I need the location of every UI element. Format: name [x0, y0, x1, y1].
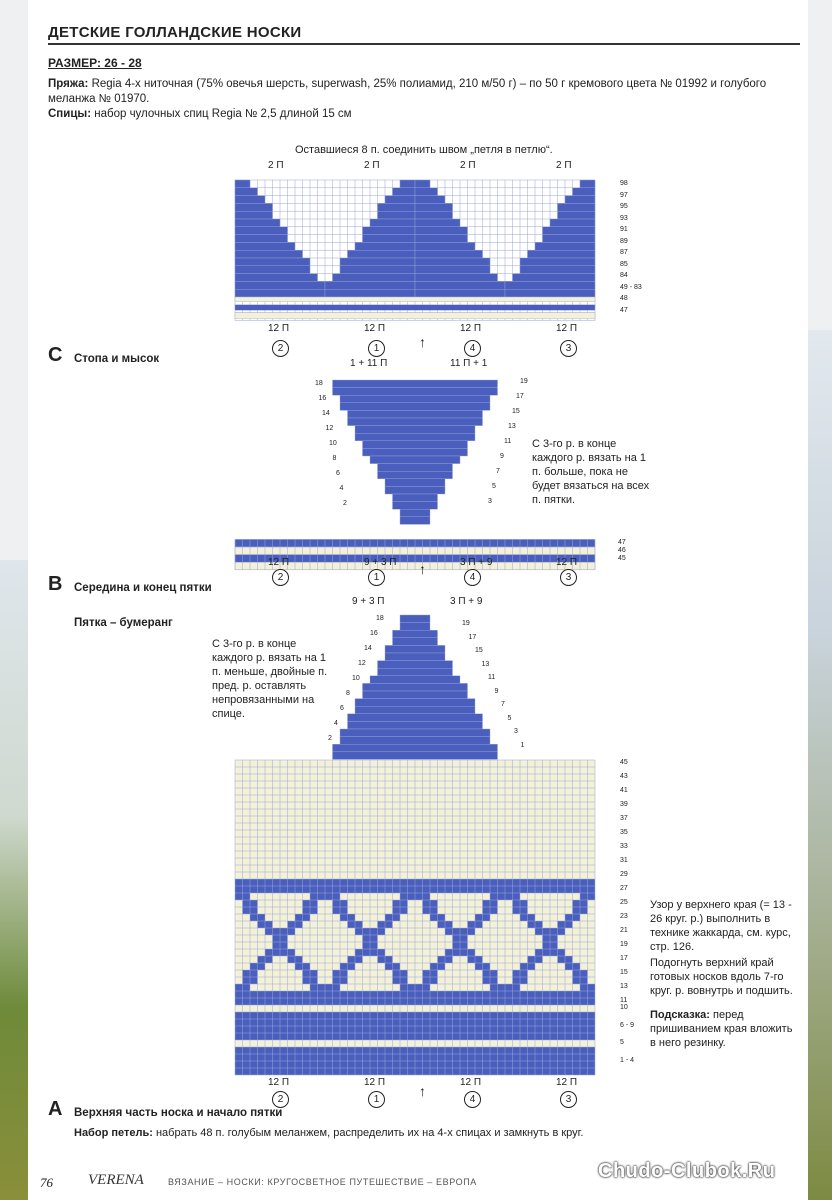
- top-stitch-label: 9 + 3 П: [352, 596, 385, 607]
- heel-note: С 3-го р. в конце каждого р. вязать на 1 п. меньше, двойные п. пред. р. оставлять непровязанными на спице.: [212, 638, 328, 720]
- heel-stitch-block: [355, 706, 475, 714]
- toe-stitch-block: [235, 211, 273, 219]
- heel-stitch-block: [400, 517, 430, 525]
- toe-caption: Оставшиеся 8 п. соединить швом „петля в петлю“.: [295, 144, 553, 156]
- row-number-label: 6 - 9: [620, 1021, 635, 1029]
- row-number-label: 27: [620, 885, 628, 892]
- left-row-number: 8: [346, 690, 350, 697]
- jacquard-note: Узор у верхнего края (= 13 - 26 круг. р.) выполнить в технике жаккарда, см. курс, стр. 126.: [650, 899, 792, 953]
- round-start-arrow-icon: ↑: [419, 334, 426, 350]
- toe-stitch-block: [235, 274, 318, 282]
- heel-stitch-block: [385, 486, 445, 494]
- heel-stitch-block: [393, 494, 438, 502]
- right-row-number: 7: [496, 468, 500, 475]
- footer-text: ВЯЗАНИЕ – НОСКИ: КРУГОСВЕТНОЕ ПУТЕШЕСТВИЕ – ЕВРОПА: [168, 1177, 477, 1187]
- page-title: ДЕТСКИЕ ГОЛЛАНДСКИЕ НОСКИ: [48, 24, 302, 41]
- heel-stitch-block: [333, 380, 498, 388]
- left-row-number: 16: [370, 630, 378, 637]
- right-row-number: 15: [512, 408, 520, 415]
- right-row-number: 15: [475, 647, 483, 654]
- toe-stitch-block: [235, 281, 325, 289]
- bottom-stitch-label: 12 П: [268, 557, 290, 568]
- row-number-label: 31: [620, 857, 628, 864]
- toe-stitch-block: [573, 188, 596, 196]
- heel-stitch-block: [340, 403, 490, 411]
- bottom-stitch-label: 12 П: [364, 1077, 386, 1088]
- toe-stitch-block: [415, 180, 430, 188]
- row-number-label: 10: [620, 1004, 628, 1011]
- toe-stitch-block: [543, 227, 596, 235]
- needle-number-circle: 1: [368, 569, 385, 586]
- needle-number-circle: 2: [272, 340, 289, 357]
- row-number-label: 43: [620, 773, 628, 780]
- left-row-number: 18: [376, 615, 384, 622]
- heel-stitch-block: [355, 433, 475, 441]
- toe-stitch-block: [235, 203, 273, 211]
- toe-stitch-block: [235, 242, 295, 250]
- needle-number-circle: 2: [272, 569, 289, 586]
- right-row-number: 17: [516, 393, 524, 400]
- toe-stitch-block: [235, 235, 288, 243]
- needle-number-circle: 3: [560, 1091, 577, 1108]
- heel-stitch-block: [363, 683, 468, 691]
- toe-stitch-block: [325, 289, 415, 297]
- heel-stitch-block: [400, 509, 430, 517]
- heel-stitch-block: [348, 721, 483, 729]
- bottom-stitch-label: 3 П + 9: [460, 557, 493, 568]
- heel-stitch-block: [385, 645, 445, 653]
- row-number-label: 25: [620, 899, 628, 906]
- bottom-stitch-label: 12 П: [460, 1077, 482, 1088]
- right-row-number: 7: [501, 701, 505, 708]
- row-number-label: 5: [620, 1039, 624, 1046]
- heel-stitch-block: [385, 653, 445, 661]
- toe-stitch-block: [363, 227, 416, 235]
- toe-stitch-block: [550, 219, 595, 227]
- toe-stitch-block: [363, 235, 416, 243]
- heel-stitch-block: [340, 729, 490, 737]
- row-number-label: 48: [620, 295, 628, 302]
- bottom-stitch-label: 12 П: [556, 323, 578, 334]
- left-row-number: 2: [328, 735, 332, 742]
- heel-stitch-block: [378, 464, 453, 472]
- needles-text: набор чулочных спиц Regia № 2,5 длиной 15 см: [94, 108, 352, 120]
- heel-stitch-block: [355, 426, 475, 434]
- size-line: [48, 56, 142, 70]
- needle-number-circle: 1: [368, 340, 385, 357]
- round-start-arrow-icon: ↑: [419, 561, 426, 577]
- top-stitch-label: 3 П + 9: [450, 596, 483, 607]
- heel-stitch-block: [363, 691, 468, 699]
- heel-stitch-block: [400, 615, 430, 623]
- heel-stitch-block: [340, 737, 490, 745]
- row-number-label: 33: [620, 843, 628, 850]
- row-number-label: 97: [620, 191, 628, 199]
- toe-stitch-block: [340, 266, 415, 274]
- background-photo-left: [0, 560, 28, 1200]
- toe-stitch-block: [370, 219, 415, 227]
- left-row-number: 18: [315, 380, 323, 387]
- toe-stitch-block: [535, 242, 595, 250]
- row-number-label: 93: [620, 214, 628, 222]
- row-number-label: 46: [618, 547, 626, 555]
- row-number-label: 19: [620, 941, 628, 948]
- row-number-label: 23: [620, 913, 628, 920]
- cast-on-text: набрать 48 п. голубым меланжем, распределить их на 4-х спицах и замкнуть в круг.: [155, 1127, 584, 1139]
- row-number-label: 37: [620, 815, 628, 822]
- toe-stitch-block: [415, 281, 505, 289]
- watermark: Chudo-Clubok.Ru: [598, 1160, 776, 1182]
- toe-stitch-block: [393, 188, 416, 196]
- toe-stitch-block: [528, 250, 596, 258]
- left-row-number: 14: [364, 645, 372, 652]
- size-label: РАЗМЕР: 26 - 28: [48, 56, 142, 70]
- row-number-label: 49 - 83: [620, 283, 642, 291]
- toe-stitch-block: [378, 203, 416, 211]
- heel-stitch-block: [393, 638, 438, 646]
- toe-stitch-block: [235, 219, 280, 227]
- needles-line: [48, 108, 352, 120]
- toe-chart: [230, 155, 640, 355]
- hint-note: [650, 1008, 800, 1050]
- toe-stitch-block: [415, 242, 475, 250]
- heel-stitch-block: [378, 668, 453, 676]
- heel-stitch-block: [385, 479, 445, 487]
- toe-stitch-block: [415, 274, 498, 282]
- right-row-number: 19: [462, 620, 470, 627]
- toe-stitch-block: [415, 258, 490, 266]
- row-number-label: 98: [620, 180, 628, 187]
- toe-stitch-block: [415, 211, 453, 219]
- left-row-number: 6: [336, 470, 340, 477]
- left-row-number: 8: [332, 455, 337, 462]
- yarn-line: [48, 77, 788, 107]
- bottom-stitch-label: 12 П: [556, 1077, 578, 1088]
- needle-number-circle: 3: [560, 569, 577, 586]
- row-number-label: 17: [620, 955, 628, 962]
- heel-chart: [230, 590, 640, 760]
- row-number-label: 85: [620, 260, 628, 268]
- heel-stitch-block: [348, 714, 483, 722]
- toe-stitch-block: [385, 196, 415, 204]
- heel-stitch-block: [378, 471, 453, 479]
- top-stitch-label: 1 + 11 П: [350, 358, 388, 369]
- row-number-label: 41: [620, 787, 628, 794]
- heel-stitch-block: [333, 388, 498, 396]
- toe-stitch-block: [565, 196, 595, 204]
- toe-stitch-block: [235, 289, 325, 297]
- left-row-number: 16: [318, 395, 327, 402]
- title-divider: [48, 43, 800, 45]
- bottom-stitch-label: 12 П: [364, 323, 386, 334]
- row-number-label: 13: [620, 983, 628, 990]
- foot-note: С 3-го р. в конце каждого р. вязать на 1 п. больше, пока не будет вязаться на всех п. пятки.: [532, 438, 650, 506]
- heel-stitch-block: [393, 630, 438, 638]
- heel-stitch-block: [348, 410, 483, 418]
- row-number-label: 35: [620, 829, 628, 836]
- top-stitch-label: 2 П: [556, 160, 572, 171]
- heel-stitch-block: [348, 418, 483, 426]
- right-row-number: 5: [492, 483, 496, 490]
- row-number-label: 45: [620, 759, 628, 766]
- row-number-label: 87: [620, 249, 628, 256]
- left-row-number: 12: [325, 425, 334, 432]
- left-row-number: 4: [339, 485, 344, 492]
- toe-stitch-block: [235, 227, 288, 235]
- heel-stitch-block: [363, 448, 468, 456]
- row-number-label: 21: [620, 927, 628, 934]
- toe-stitch-block: [235, 250, 303, 258]
- toe-stitch-block: [415, 196, 445, 204]
- toe-stitch-block: [415, 203, 453, 211]
- row-number-label: 84: [620, 272, 628, 279]
- left-row-number: 4: [334, 720, 338, 727]
- section-b-letter: B: [48, 573, 63, 595]
- right-row-number: 9: [500, 453, 504, 460]
- needle-number-circle: 4: [464, 340, 481, 357]
- toe-stitch-block: [415, 188, 438, 196]
- heel-stitch-block: [333, 744, 498, 752]
- cream-band: [235, 297, 595, 302]
- right-row-number: 3: [514, 728, 518, 735]
- top-stitch-label: 2 П: [268, 160, 284, 171]
- bottom-stitch-label: 12 П: [460, 323, 482, 334]
- row-number-label: 1 - 4: [620, 1056, 635, 1064]
- left-row-number: 2: [343, 500, 347, 507]
- blue-band: [235, 305, 595, 310]
- toe-stitch-block: [325, 281, 415, 289]
- section-c-letter: C: [48, 344, 63, 366]
- hint-label: Подсказка:: [650, 1009, 710, 1021]
- bottom-stitch-label: 12 П: [268, 1077, 290, 1088]
- top-stitch-label: 2 П: [364, 160, 380, 171]
- row-number-label: 89: [620, 237, 628, 245]
- toe-stitch-block: [505, 281, 595, 289]
- row-number-label: 91: [620, 226, 628, 233]
- cast-on-line: [74, 1126, 674, 1140]
- heel-stitch-block: [355, 699, 475, 707]
- left-row-number: 6: [340, 705, 344, 712]
- cream-band: [235, 313, 595, 319]
- toe-stitch-block: [580, 180, 595, 188]
- section-c-title: Стопа и мысок: [74, 353, 160, 365]
- bottom-stitch-label: 9 + 3 П: [364, 557, 397, 568]
- right-row-number: 3: [488, 498, 492, 505]
- top-stitch-label: 11 П + 1: [450, 358, 488, 369]
- section-a-letter: A: [48, 1098, 63, 1120]
- needles-label: Спицы:: [48, 108, 92, 120]
- bottom-stitch-label: 12 П: [556, 557, 578, 568]
- toe-stitch-block: [415, 235, 468, 243]
- toe-stitch-block: [235, 258, 310, 266]
- leg-chart: [230, 755, 640, 1085]
- heel-stitch-block: [393, 502, 438, 510]
- toe-stitch-block: [235, 188, 258, 196]
- row-number-label: 39: [620, 801, 628, 808]
- magazine-brand: VERENA: [88, 1172, 144, 1188]
- row-number-label: 29: [620, 871, 628, 878]
- toe-stitch-block: [415, 250, 483, 258]
- heel-stitch-block: [370, 456, 460, 464]
- cast-on-label: Набор петель:: [74, 1127, 153, 1139]
- round-start-arrow-icon: ↑: [419, 1083, 426, 1099]
- row-number-label: 47: [620, 306, 628, 314]
- right-row-number: 17: [468, 633, 477, 641]
- toe-stitch-block: [333, 274, 416, 282]
- toe-stitch-block: [235, 180, 250, 188]
- toe-stitch-block: [558, 211, 596, 219]
- right-row-number: 5: [507, 714, 512, 722]
- toe-stitch-block: [513, 274, 596, 282]
- section-b-title: Середина и конец пятки: [74, 582, 212, 594]
- needle-number-circle: 1: [368, 1091, 385, 1108]
- toe-stitch-block: [558, 203, 596, 211]
- heel-stitch-block: [363, 441, 468, 449]
- needle-number-circle: 4: [464, 1091, 481, 1108]
- toe-stitch-block: [543, 235, 596, 243]
- section-b-subtitle: Пятка – бумеранг: [74, 617, 173, 629]
- right-row-number: 11: [488, 674, 496, 681]
- needle-number-circle: 2: [272, 1091, 289, 1108]
- left-row-number: 14: [322, 410, 330, 417]
- heel-stitch-block: [370, 676, 460, 684]
- right-row-number: 13: [481, 660, 490, 668]
- toe-stitch-block: [505, 289, 595, 297]
- toe-stitch-block: [415, 266, 490, 274]
- yarn-label: Пряжа:: [48, 78, 89, 90]
- row-number-label: 95: [620, 203, 628, 210]
- right-row-number: 19: [520, 378, 528, 385]
- toe-stitch-block: [400, 180, 415, 188]
- toe-stitch-block: [415, 289, 505, 297]
- bottom-stitch-label: 12 П: [268, 323, 290, 334]
- heel-stitch-block: [340, 395, 490, 403]
- toe-stitch-block: [415, 227, 468, 235]
- toe-stitch-block: [348, 250, 416, 258]
- toe-stitch-block: [520, 266, 595, 274]
- toe-stitch-block: [235, 266, 310, 274]
- yarn-text: Regia 4-х ниточная (75% овечья шерсть, superwash, 25% полиамид, 210 м/50 г) – по 50 г кремового цвета № 01992 и голубого меланжа № 01970.: [48, 78, 767, 105]
- needle-number-circle: 3: [560, 340, 577, 357]
- toe-stitch-block: [340, 258, 415, 266]
- row-number-label: 45: [618, 555, 626, 563]
- right-row-number: 1: [520, 741, 525, 749]
- row-number-label: 47: [618, 539, 626, 547]
- left-row-number: 10: [329, 440, 337, 447]
- page-number: 76: [40, 1175, 53, 1190]
- toe-stitch-block: [520, 258, 595, 266]
- left-row-number: 10: [352, 675, 360, 682]
- heel-stitch-block: [400, 623, 430, 631]
- right-row-number: 11: [504, 438, 512, 445]
- row-number-label: 11: [620, 997, 628, 1004]
- toe-stitch-block: [415, 219, 460, 227]
- toe-stitch-block: [355, 242, 415, 250]
- section-a-title: Верхняя часть носка и начало пятки: [74, 1107, 283, 1119]
- toe-stitch-block: [235, 196, 265, 204]
- hem-note: Подогнуть верхний край готовых носков вдоль 7-го круг. р. вовнутрь и подшить.: [650, 957, 793, 997]
- row-number-label: 15: [620, 969, 628, 976]
- right-row-number: 13: [508, 423, 516, 430]
- left-row-number: 12: [358, 660, 366, 667]
- needle-number-circle: 4: [464, 569, 481, 586]
- heel-stitch-block: [378, 661, 453, 669]
- top-stitch-label: 2 П: [460, 160, 476, 171]
- hint-text: перед пришиванием края вложить в него резинку.: [650, 1009, 793, 1049]
- right-row-number: 9: [494, 687, 499, 695]
- toe-stitch-block: [378, 211, 416, 219]
